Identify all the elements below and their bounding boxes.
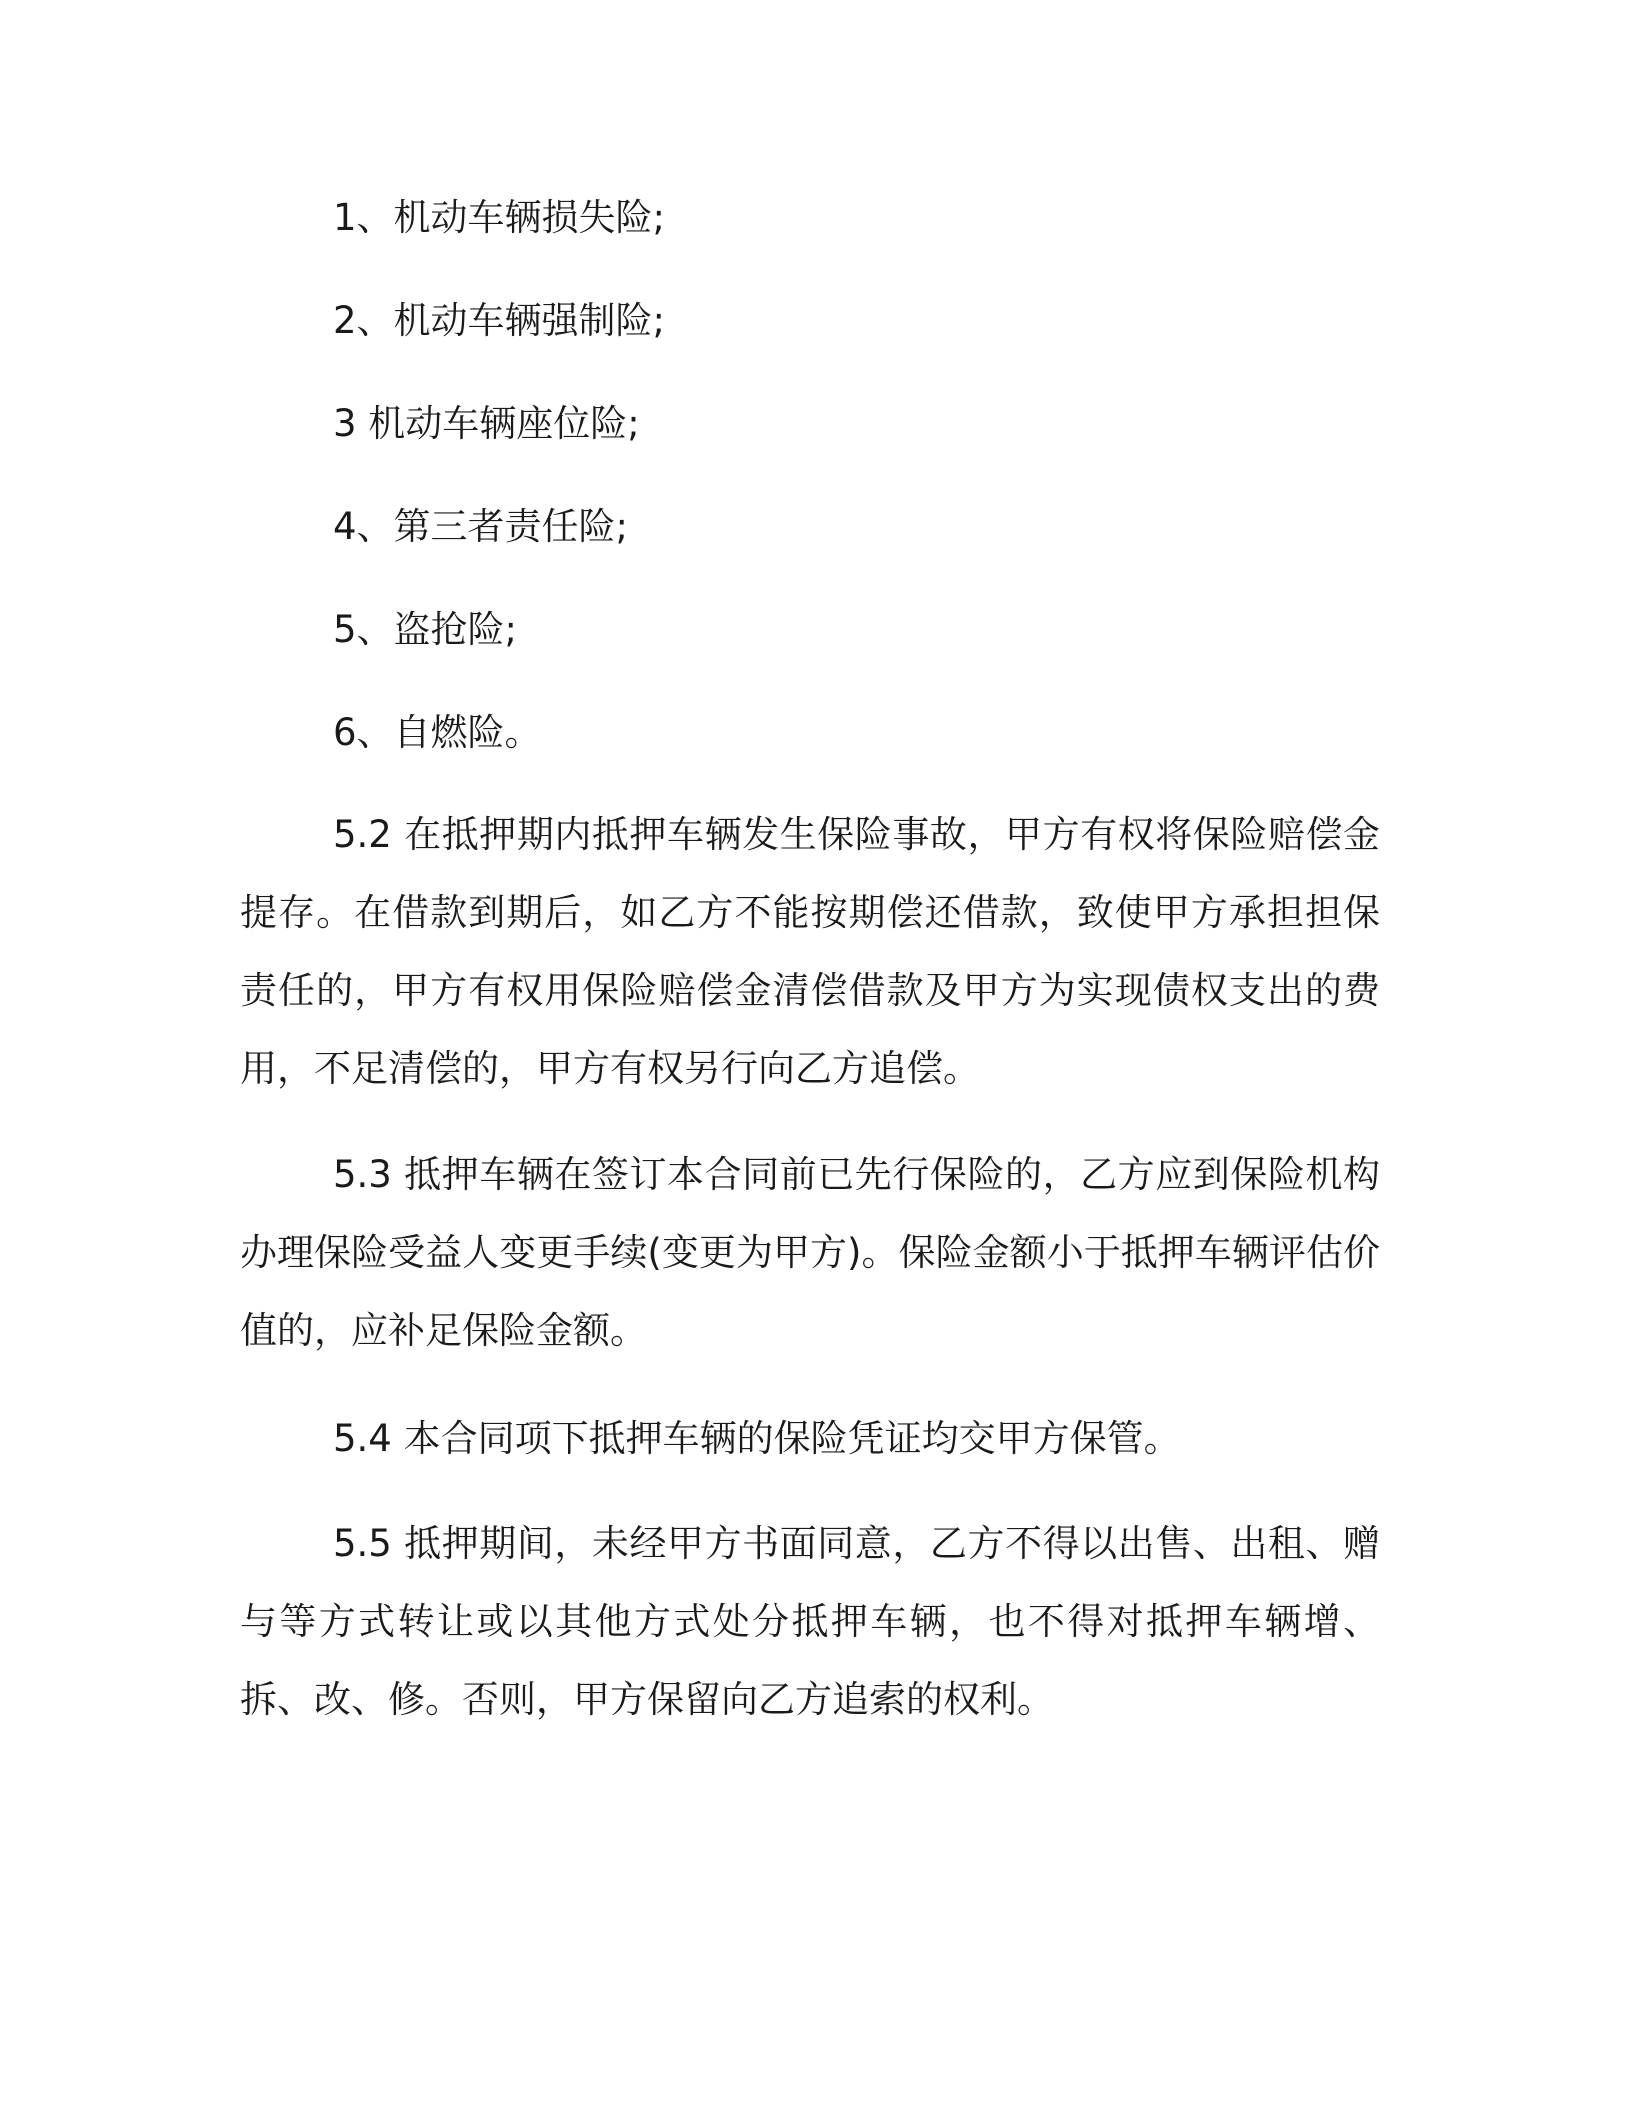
- list-item-2: 2、机动车辆强制险;: [333, 299, 666, 342]
- paragraph-5-5: 5.5 抵押期间，未经甲方书面同意，乙方不得以出售、出租、赠与等方式转让或以其他方式处分抵押车辆，也不得对抵押车辆增、拆、改、修。否则，甲方保留向乙方追索的权利。: [240, 1522, 1380, 1721]
- list-item-1: 1、机动车辆损失险;: [333, 196, 666, 239]
- list-item-3: 3 机动车辆座位险;: [333, 402, 640, 445]
- list-item-4: 4、第三者责任险;: [333, 505, 629, 548]
- paragraph-5-3: 5.3 抵押车辆在签订本合同前已先行保险的，乙方应到保险机构办理保险受益人变更手续(变更为甲方)。保险金额小于抵押车辆评估价值的，应补足保险金额。: [240, 1153, 1380, 1352]
- paragraph-5-4: 5.4 本合同项下抵押车辆的保险凭证均交甲方保管。: [333, 1417, 1181, 1460]
- list-item-5: 5、盗抢险;: [333, 608, 518, 651]
- paragraph-5-2: 5.2 在抵押期内抵押车辆发生保险事故，甲方有权将保险赔偿金提存。在借款到期后，如乙方不能按期偿还借款，致使甲方承担担保责任的，甲方有权用保险赔偿金清偿借款及甲方为实现债权支出的费用，不足清偿的，甲方有权另行向乙方追偿。: [240, 813, 1380, 1090]
- list-item-6: 6、自燃险。: [333, 711, 542, 754]
